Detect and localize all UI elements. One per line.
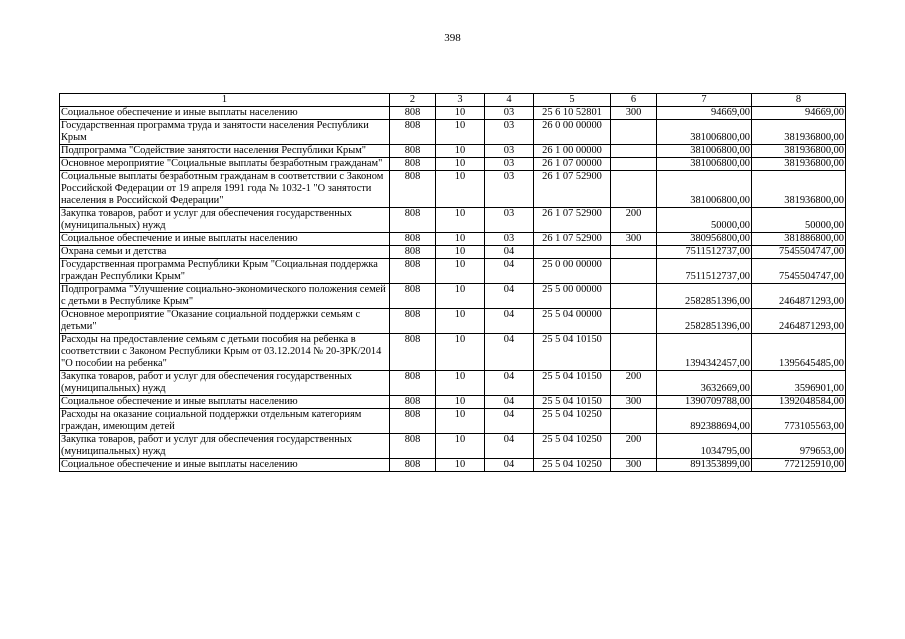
cell-col-8: 1395645485,00	[752, 334, 846, 371]
cell-col-7: 1034795,00	[657, 434, 752, 459]
cell-col-5: 25 5 00 00000	[534, 284, 611, 309]
row-name: Социальные выплаты безработным гражданам в соответствии с Законом Российской Федерации от 19 апреля 1991 года № 1032-1 "О занятости населения в Российской Федерации"	[60, 171, 390, 208]
cell-col-8: 773105563,00	[752, 409, 846, 434]
cell-col-4: 04	[485, 409, 534, 434]
cell-col-6: 200	[611, 208, 657, 233]
cell-col-3: 10	[436, 120, 485, 145]
cell-col-5: 25 5 04 00000	[534, 309, 611, 334]
cell-col-3: 10	[436, 107, 485, 120]
cell-col-4: 03	[485, 120, 534, 145]
table-row	[60, 434, 846, 459]
row-name: Расходы на предоставление семьям с детьми пособия на ребенка в соответствии с Законом Республики Крым от 03.12.2014 № 20-ЗРК/2014 "О пособии на ребенка"	[60, 334, 390, 371]
cell-col-3: 10	[436, 246, 485, 259]
cell-col-2: 808	[390, 107, 436, 120]
column-header: 6	[611, 94, 657, 107]
column-header: 4	[485, 94, 534, 107]
cell-col-7: 381006800,00	[657, 120, 752, 145]
cell-col-6: 200	[611, 371, 657, 396]
cell-col-5: 25 5 04 10250	[534, 409, 611, 434]
cell-col-4: 03	[485, 107, 534, 120]
cell-col-5: 25 5 04 10250	[534, 459, 611, 472]
row-name: Закупка товаров, работ и услуг для обеспечения государственных (муниципальных) нужд	[60, 371, 390, 396]
cell-col-8: 7545504747,00	[752, 259, 846, 284]
cell-col-8: 381936800,00	[752, 120, 846, 145]
table-row	[60, 371, 846, 396]
row-name: Основное мероприятие "Оказание социальной поддержки семьям с детьми"	[60, 309, 390, 334]
cell-col-3: 10	[436, 284, 485, 309]
table-header-row	[60, 94, 846, 107]
cell-col-4: 04	[485, 334, 534, 371]
cell-col-2: 808	[390, 208, 436, 233]
cell-col-5: 25 0 00 00000	[534, 259, 611, 284]
cell-col-6: 300	[611, 459, 657, 472]
cell-col-3: 10	[436, 309, 485, 334]
cell-col-4: 04	[485, 434, 534, 459]
cell-col-8: 381936800,00	[752, 145, 846, 158]
cell-col-3: 10	[436, 459, 485, 472]
cell-col-5	[534, 246, 611, 259]
cell-col-3: 10	[436, 434, 485, 459]
table-row	[60, 208, 846, 233]
row-name: Государственная программа Республики Крым "Социальная поддержка граждан Республики Крым"	[60, 259, 390, 284]
cell-col-4: 03	[485, 145, 534, 158]
table-row	[60, 171, 846, 208]
cell-col-4: 03	[485, 171, 534, 208]
cell-col-5: 26 1 07 52900	[534, 171, 611, 208]
cell-col-2: 808	[390, 284, 436, 309]
cell-col-3: 10	[436, 259, 485, 284]
cell-col-6: 300	[611, 107, 657, 120]
cell-col-2: 808	[390, 171, 436, 208]
cell-col-7: 381006800,00	[657, 145, 752, 158]
cell-col-4: 04	[485, 459, 534, 472]
cell-col-6: 300	[611, 233, 657, 246]
cell-col-4: 03	[485, 208, 534, 233]
cell-col-6	[611, 259, 657, 284]
column-header: 1	[60, 94, 390, 107]
cell-col-5: 26 1 07 52900	[534, 233, 611, 246]
column-header: 2	[390, 94, 436, 107]
cell-col-2: 808	[390, 371, 436, 396]
cell-col-3: 10	[436, 409, 485, 434]
cell-col-8: 381886800,00	[752, 233, 846, 246]
cell-col-7: 94669,00	[657, 107, 752, 120]
column-header: 7	[657, 94, 752, 107]
cell-col-2: 808	[390, 459, 436, 472]
table-row	[60, 158, 846, 171]
cell-col-2: 808	[390, 120, 436, 145]
cell-col-2: 808	[390, 309, 436, 334]
cell-col-7: 381006800,00	[657, 171, 752, 208]
cell-col-6	[611, 334, 657, 371]
cell-col-3: 10	[436, 171, 485, 208]
table-row	[60, 334, 846, 371]
cell-col-4: 03	[485, 233, 534, 246]
cell-col-4: 04	[485, 246, 534, 259]
cell-col-6	[611, 158, 657, 171]
cell-col-7: 50000,00	[657, 208, 752, 233]
cell-col-6: 300	[611, 396, 657, 409]
cell-col-7: 1394342457,00	[657, 334, 752, 371]
table-row	[60, 309, 846, 334]
table-row	[60, 233, 846, 246]
budget-table	[59, 93, 846, 472]
cell-col-7: 3632669,00	[657, 371, 752, 396]
cell-col-8: 2464871293,00	[752, 309, 846, 334]
cell-col-4: 04	[485, 309, 534, 334]
cell-col-8: 2464871293,00	[752, 284, 846, 309]
cell-col-6	[611, 145, 657, 158]
cell-col-7: 381006800,00	[657, 158, 752, 171]
cell-col-7: 1390709788,00	[657, 396, 752, 409]
cell-col-5: 25 5 04 10150	[534, 396, 611, 409]
cell-col-6	[611, 246, 657, 259]
row-name: Охрана семьи и детства	[60, 246, 390, 259]
cell-col-5: 25 6 10 52801	[534, 107, 611, 120]
cell-col-2: 808	[390, 158, 436, 171]
cell-col-5: 26 1 07 00000	[534, 158, 611, 171]
cell-col-7: 2582851396,00	[657, 309, 752, 334]
cell-col-7: 2582851396,00	[657, 284, 752, 309]
row-name: Подпрограмма "Содействие занятости населения Республики Крым"	[60, 145, 390, 158]
row-name: Расходы на оказание социальной поддержки отдельным категориям граждан, имеющим детей	[60, 409, 390, 434]
row-name: Подпрограмма "Улучшение социально-экономического положения семей с детьми в Республике Крым"	[60, 284, 390, 309]
cell-col-5: 26 1 07 52900	[534, 208, 611, 233]
table-row	[60, 107, 846, 120]
cell-col-5: 25 5 04 10150	[534, 334, 611, 371]
column-header: 3	[436, 94, 485, 107]
cell-col-5: 26 1 00 00000	[534, 145, 611, 158]
row-name: Социальное обеспечение и иные выплаты населению	[60, 233, 390, 246]
cell-col-7: 7511512737,00	[657, 259, 752, 284]
cell-col-8: 381936800,00	[752, 171, 846, 208]
cell-col-5: 26 0 00 00000	[534, 120, 611, 145]
table-row	[60, 259, 846, 284]
cell-col-6	[611, 120, 657, 145]
cell-col-7: 7511512737,00	[657, 246, 752, 259]
row-name: Основное мероприятие "Социальные выплаты безработным гражданам"	[60, 158, 390, 171]
column-header: 5	[534, 94, 611, 107]
cell-col-3: 10	[436, 396, 485, 409]
row-name: Государственная программа труда и занятости населения Республики Крым	[60, 120, 390, 145]
cell-col-2: 808	[390, 246, 436, 259]
cell-col-3: 10	[436, 371, 485, 396]
cell-col-2: 808	[390, 409, 436, 434]
cell-col-8: 1392048584,00	[752, 396, 846, 409]
column-header: 8	[752, 94, 846, 107]
table-row	[60, 459, 846, 472]
cell-col-3: 10	[436, 334, 485, 371]
table-row	[60, 396, 846, 409]
cell-col-2: 808	[390, 334, 436, 371]
cell-col-8: 3596901,00	[752, 371, 846, 396]
cell-col-4: 04	[485, 259, 534, 284]
cell-col-3: 10	[436, 233, 485, 246]
table-row	[60, 409, 846, 434]
cell-col-2: 808	[390, 233, 436, 246]
row-name: Закупка товаров, работ и услуг для обеспечения государственных (муниципальных) нужд	[60, 208, 390, 233]
cell-col-2: 808	[390, 434, 436, 459]
cell-col-5: 25 5 04 10150	[534, 371, 611, 396]
cell-col-2: 808	[390, 145, 436, 158]
cell-col-8: 94669,00	[752, 107, 846, 120]
cell-col-7: 380956800,00	[657, 233, 752, 246]
page-number: 398	[444, 32, 461, 44]
cell-col-2: 808	[390, 259, 436, 284]
cell-col-4: 03	[485, 158, 534, 171]
table-row	[60, 246, 846, 259]
cell-col-3: 10	[436, 208, 485, 233]
row-name: Закупка товаров, работ и услуг для обеспечения государственных (муниципальных) нужд	[60, 434, 390, 459]
cell-col-2: 808	[390, 396, 436, 409]
cell-col-4: 04	[485, 396, 534, 409]
cell-col-7: 892388694,00	[657, 409, 752, 434]
cell-col-6	[611, 171, 657, 208]
cell-col-8: 979653,00	[752, 434, 846, 459]
cell-col-8: 7545504747,00	[752, 246, 846, 259]
row-name: Социальное обеспечение и иные выплаты населению	[60, 459, 390, 472]
row-name: Социальное обеспечение и иные выплаты населению	[60, 396, 390, 409]
cell-col-8: 772125910,00	[752, 459, 846, 472]
cell-col-6	[611, 409, 657, 434]
cell-col-7: 891353899,00	[657, 459, 752, 472]
cell-col-8: 50000,00	[752, 208, 846, 233]
table-row	[60, 284, 846, 309]
cell-col-6	[611, 284, 657, 309]
cell-col-8: 381936800,00	[752, 158, 846, 171]
cell-col-6	[611, 309, 657, 334]
table-row	[60, 120, 846, 145]
cell-col-4: 04	[485, 371, 534, 396]
row-name: Социальное обеспечение и иные выплаты населению	[60, 107, 390, 120]
cell-col-5: 25 5 04 10250	[534, 434, 611, 459]
cell-col-6: 200	[611, 434, 657, 459]
cell-col-4: 04	[485, 284, 534, 309]
table-row	[60, 145, 846, 158]
cell-col-3: 10	[436, 145, 485, 158]
cell-col-3: 10	[436, 158, 485, 171]
